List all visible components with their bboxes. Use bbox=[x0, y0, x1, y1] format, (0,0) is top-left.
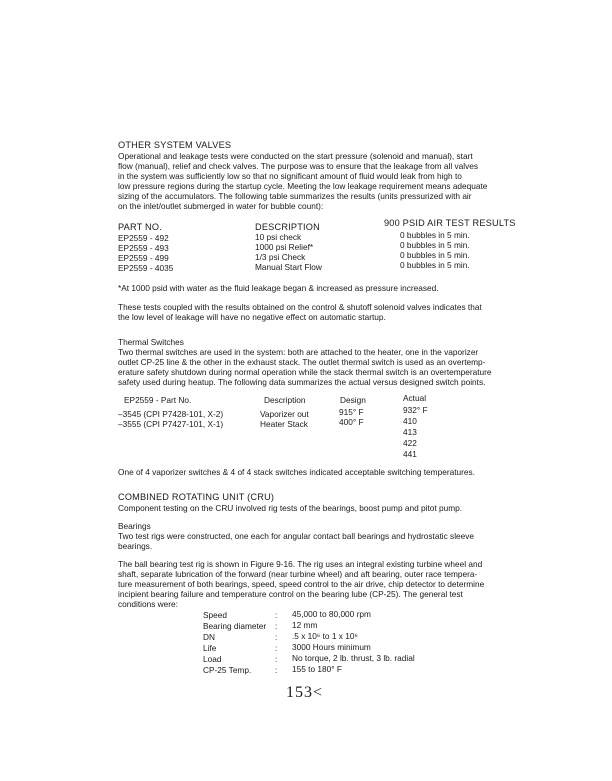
condition-label: Speed bbox=[203, 610, 227, 620]
table-cell-actual: 441 bbox=[403, 449, 417, 459]
paragraph-line: bearings. bbox=[118, 541, 153, 551]
paragraph-line: the low level of leakage will have no negative effect on automatic startup. bbox=[118, 312, 386, 322]
table-header-results: 900 PSID AIR TEST RESULTS bbox=[384, 218, 516, 228]
paragraph-line: low pressure regions during the startup cycle. Meeting the low leakage requirement means adequate bbox=[118, 181, 488, 191]
condition-label: CP-25 Temp. bbox=[203, 665, 252, 675]
paragraph-line: The ball bearing test rig is shown in Figure 9-16. The rig uses an integral existing turbine wheel and bbox=[118, 559, 483, 569]
summary-line: One of 4 vaporizer switches & 4 of 4 stack switches indicated acceptable switching temperatures. bbox=[118, 467, 475, 477]
table-cell-design: 915° F bbox=[339, 407, 364, 417]
footnote: *At 1000 psid with water as the fluid leakage began & increased as pressure increased. bbox=[118, 283, 439, 293]
paragraph-line: These tests coupled with the results obtained on the control & shutoff solenoid valves indicates that bbox=[118, 302, 482, 312]
paragraph-line: ture measurement of both bearings, speed, speed control to the air drive, chip detector to determine bbox=[118, 579, 485, 589]
condition-value: .5 x 10⁶ to 1 x 10⁶ bbox=[292, 631, 358, 641]
section-title-other-system-valves: OTHER SYSTEM VALVES bbox=[118, 140, 232, 150]
table-cell-desc: 10 psi check bbox=[255, 232, 302, 242]
condition-value: 45,000 to 80,000 rpm bbox=[292, 609, 371, 619]
table-cell-result: 0 bubbles in 5 min. bbox=[400, 260, 470, 270]
condition-colon: : bbox=[275, 643, 278, 653]
paragraph-line: conditions were: bbox=[118, 599, 178, 609]
condition-colon: : bbox=[275, 621, 278, 631]
table-header-part-no: EP2559 - Part No. bbox=[124, 395, 192, 405]
table-cell-actual: 422 bbox=[403, 438, 417, 448]
paragraph-line: Operational and leakage tests were conducted on the start pressure (solenoid and manual), start bbox=[118, 151, 473, 161]
table-cell-part: EP2559 - 492 bbox=[118, 233, 169, 243]
condition-label: Load bbox=[203, 654, 222, 664]
table-cell-part: EP2559 - 499 bbox=[118, 253, 169, 263]
table-header-part-no: PART NO. bbox=[118, 222, 162, 232]
paragraph-line: sizing of the accumulators. The following table summarizes the results (units pressurized with air bbox=[118, 191, 472, 201]
table-header-description: Description bbox=[264, 395, 306, 405]
condition-value: 12 mm bbox=[292, 620, 318, 630]
paragraph-line: Two thermal switches are used in the system: both are attached to the heater, one in the vaporizer bbox=[118, 347, 479, 357]
table-cell-part: –3545 (CPI P7428-101, X-2) bbox=[118, 409, 224, 419]
table-cell-actual: 932° F bbox=[403, 405, 428, 415]
table-cell-actual: 413 bbox=[403, 427, 417, 437]
table-cell-part: EP2559 - 4035 bbox=[118, 263, 174, 273]
condition-colon: : bbox=[275, 665, 278, 675]
page-number: 153< bbox=[286, 684, 324, 701]
table-cell-desc: 1000 psi Relief* bbox=[255, 242, 314, 252]
condition-colon: : bbox=[275, 610, 278, 620]
condition-label: DN bbox=[203, 632, 215, 642]
table-cell-desc: Manual Start Flow bbox=[255, 262, 322, 272]
subsection-title-bearings: Bearings bbox=[118, 521, 151, 531]
paragraph-line: in the system was sufficiently low so that no significant amount of fluid would leak from high to bbox=[118, 171, 462, 181]
table-header-description: DESCRIPTION bbox=[255, 222, 320, 232]
table-header-design: Design bbox=[340, 395, 366, 405]
paragraph-line: shaft, separate lubrication of the forward (near turbine wheel) and aft bearing, outer race tempera- bbox=[118, 569, 478, 579]
paragraph-line: Component testing on the CRU involved rig tests of the bearings, boost pump and pitot pump. bbox=[118, 503, 463, 513]
paragraph-line: erature safety shutdown during normal operation while the stack thermal switch is an overtemperature bbox=[118, 367, 492, 377]
section-title-thermal-switches: Thermal Switches bbox=[118, 337, 184, 347]
paragraph-line: Two test rigs were constructed, one each for angular contact ball bearings and hydrostatic sleeve bbox=[118, 531, 475, 541]
paragraph-line: safety used during heatup. The following data summarizes the actual versus designed switch points. bbox=[118, 377, 486, 387]
condition-label: Bearing diameter bbox=[203, 621, 267, 631]
condition-label: Life bbox=[203, 643, 217, 653]
condition-value: 155 to 180° F bbox=[292, 664, 342, 674]
paragraph-line: flow (manual), relief and check valves. The purpose was to ensure that the leakage from all valves bbox=[118, 161, 479, 171]
table-cell-part: EP2559 - 493 bbox=[118, 243, 169, 253]
paragraph-line: outlet CP-25 line & the other in the exhaust stack. The outlet thermal switch is used as an overtemp- bbox=[118, 357, 486, 367]
condition-colon: : bbox=[275, 654, 278, 664]
table-cell-part: –3555 (CPI P7427-101, X-1) bbox=[118, 419, 224, 429]
table-cell-desc: Vaporizer out bbox=[260, 409, 309, 419]
table-cell-design: 400° F bbox=[339, 417, 364, 427]
paragraph-line: on the inlet/outlet submerged in water for bubble count): bbox=[118, 201, 324, 211]
condition-value: No torque, 2 lb. thrust, 3 lb. radial bbox=[292, 653, 415, 663]
table-cell-result: 0 bubbles in 5 min. bbox=[400, 250, 470, 260]
table-cell-actual: 410 bbox=[403, 416, 417, 426]
table-cell-result: 0 bubbles in 5 min. bbox=[400, 240, 470, 250]
table-cell-desc: Heater Stack bbox=[260, 419, 308, 429]
condition-value: 3000 Hours minimum bbox=[292, 642, 371, 652]
table-header-actual: Actual bbox=[403, 393, 427, 403]
section-title-cru: COMBINED ROTATING UNIT (CRU) bbox=[118, 492, 275, 502]
table-cell-result: 0 bubbles in 5 min. bbox=[400, 230, 470, 240]
paragraph-line: incipient bearing failure and temperature control on the bearing lube (CP-25). The general test bbox=[118, 589, 463, 599]
table-cell-desc: 1/3 psi Check bbox=[255, 252, 306, 262]
condition-colon: : bbox=[275, 632, 278, 642]
